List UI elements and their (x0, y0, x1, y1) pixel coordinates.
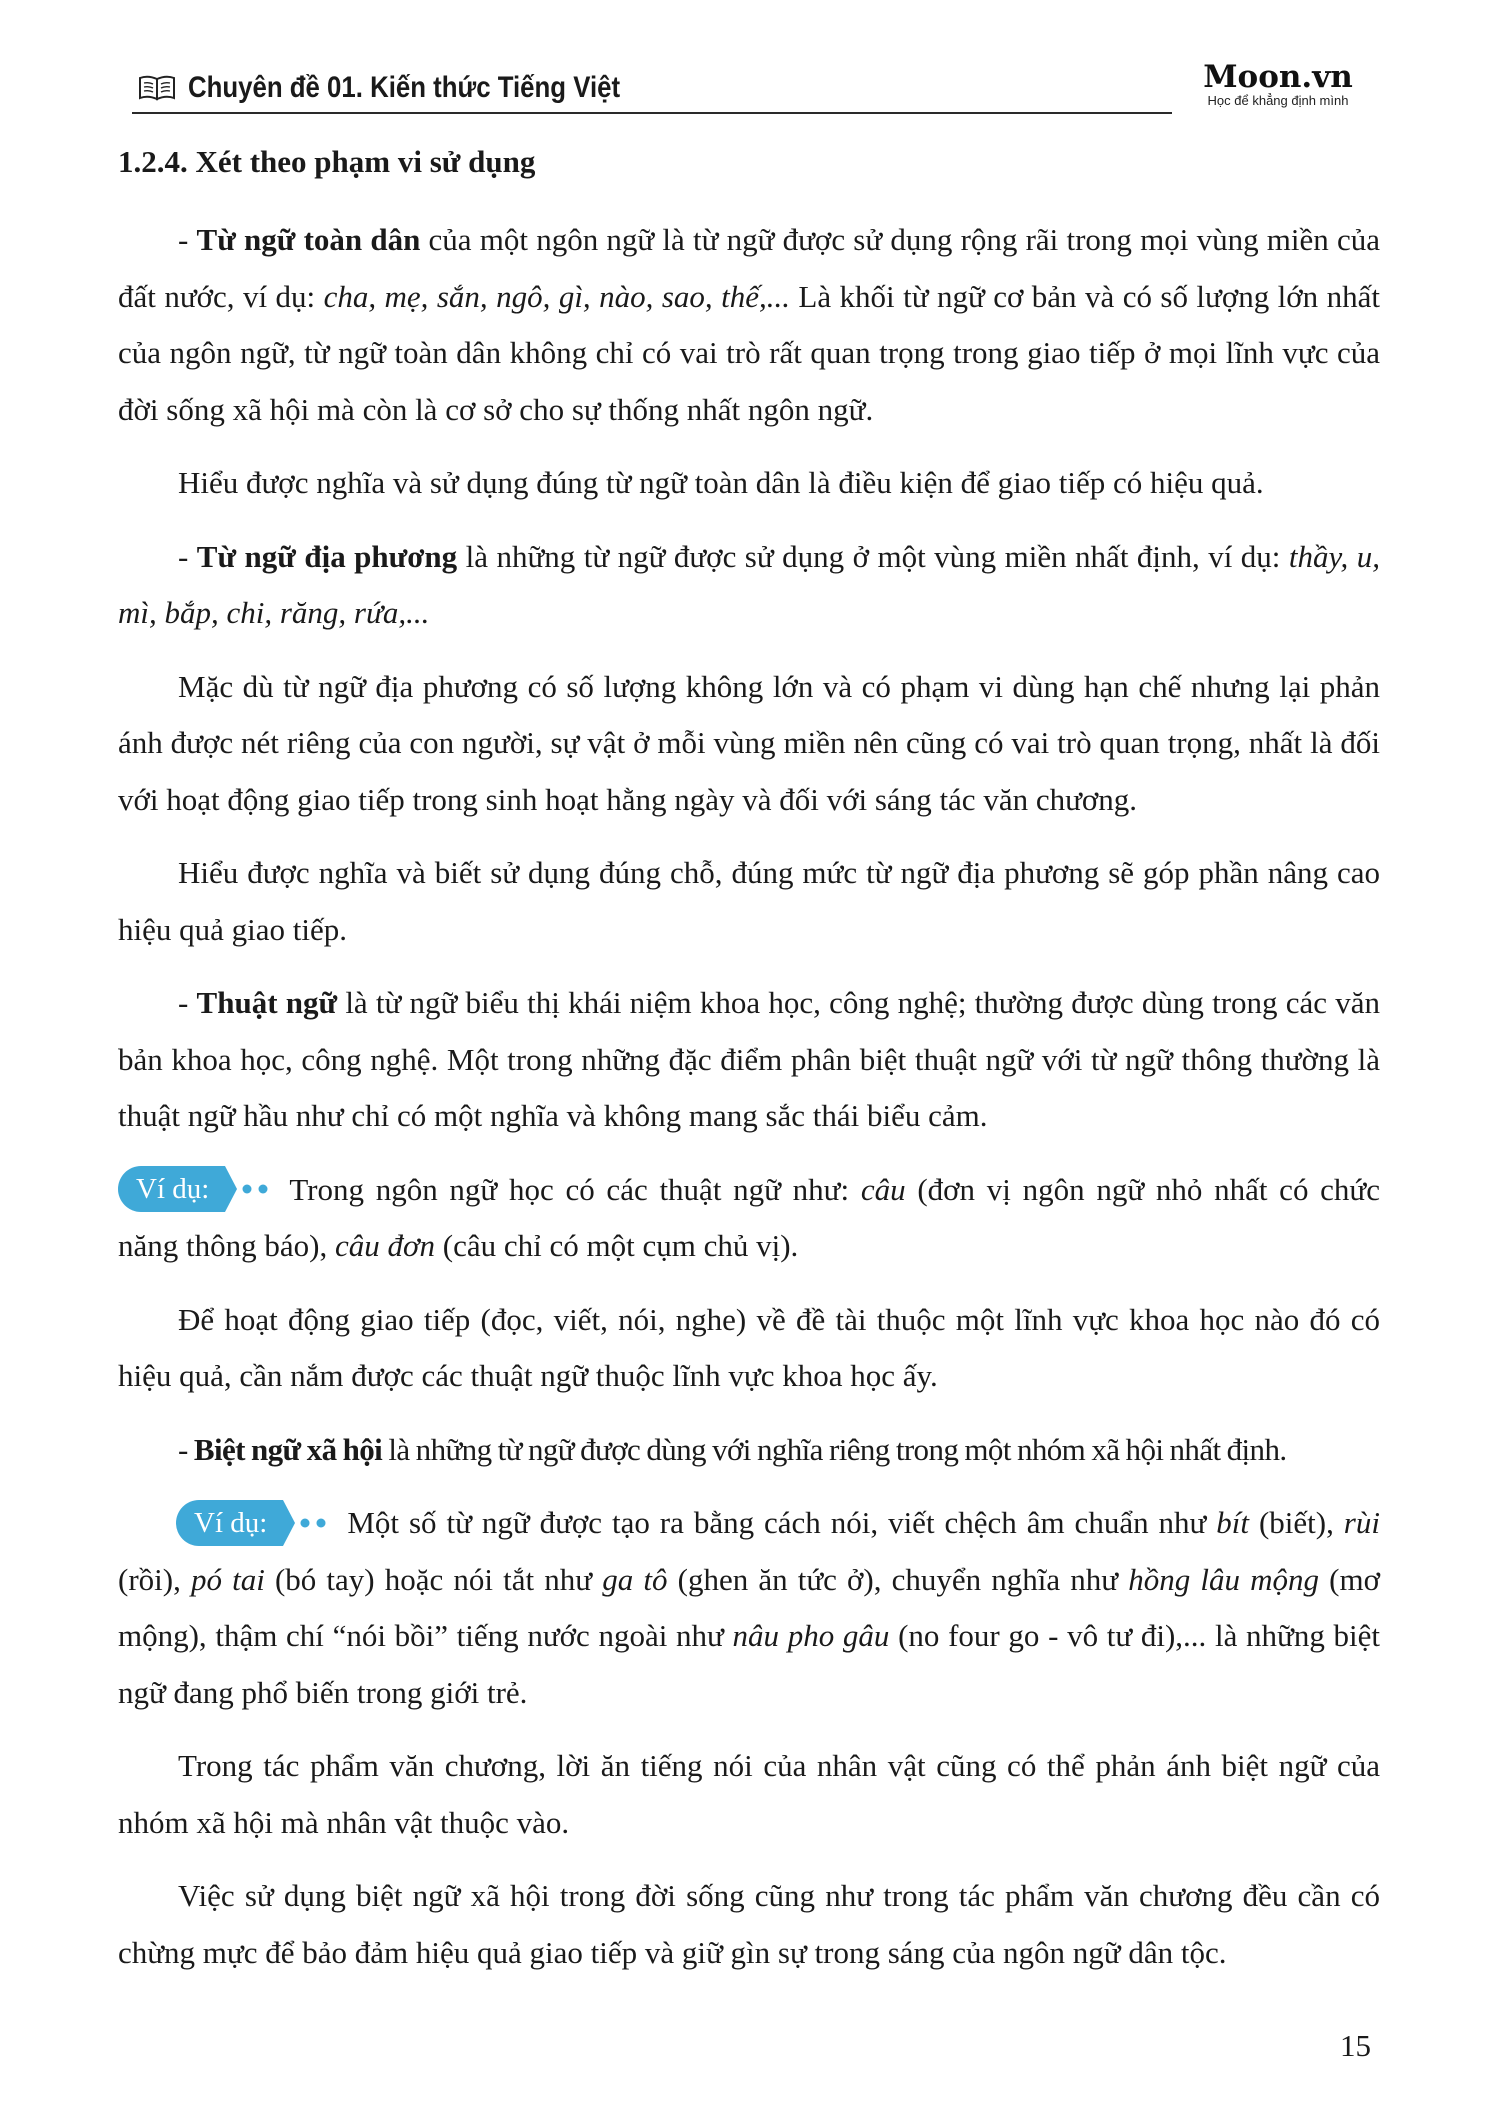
paragraph-dia-phuong-role: Mặc dù từ ngữ địa phương có số lượng không lớn và có phạm vi dùng hạn chế nhưng lại phản ánh được nét riêng của con người, sự vật ở mỗi vùng miền nên cũng có vai trò quan trọng, nhất là đối với hoạt động giao tiếp trong sinh hoạt hằng ngày và đối với sáng tác văn chương. (118, 668, 1380, 817)
logo-tagline: Học để khẳng định mình (1207, 93, 1349, 108)
header-divider (132, 112, 1172, 114)
vidu-badge (176, 1500, 333, 1546)
chapter-title: Chuyên đề 01. Kiến thức Tiếng Việt (188, 71, 621, 104)
example-thuat-ngu: Ví dụ: Trong ngôn ngữ học có các thuật ngữ như: câu (đơn vị ngôn ngữ nhỏ nhất có chức năng thông báo), câu đơn (câu chỉ có một cụm chủ vị). (118, 1162, 1380, 1275)
vidu-label: Ví dụ: (176, 1500, 279, 1546)
term-thuat-ngu: Thuật ngữ (196, 985, 338, 1020)
moon-logo (1198, 60, 1358, 109)
paragraph-biet-ngu-literature: Trong tác phẩm văn chương, lời ăn tiếng nói của nhân vật cũng có thể phản ánh biệt ngữ của nhóm xã hội mà nhân vật thuộc vào. (118, 1748, 1380, 1840)
vidu-label: Ví dụ: (118, 1166, 221, 1212)
paragraph-thuat-ngu: - Thuật ngữ là từ ngữ biểu thị khái niệm khoa học, công nghệ; thường được dùng trong các văn bản khoa học, công nghệ. Một trong những đặc điểm phân biệt thuật ngữ với từ ngữ thông thường là thuật ngữ hầu như chỉ có một nghĩa và không mang sắc thái biểu cảm. (118, 985, 1380, 1133)
paragraph-biet-ngu: - Biệt ngữ xã hội là những từ ngữ được dùng với nghĩa riêng trong một nhóm xã hội nhất định. (178, 1431, 1287, 1467)
running-header (138, 64, 690, 112)
paragraph-biet-ngu-usage: Việc sử dụng biệt ngữ xã hội trong đời sống cũng như trong tác phẩm văn chương đều cần có chừng mực để bảo đảm hiệu quả giao tiếp và giữ gìn sự trong sáng của ngôn ngữ dân tộc. (118, 1878, 1380, 1970)
paragraph-thuat-ngu-note: Để hoạt động giao tiếp (đọc, viết, nói, nghe) về đề tài thuộc một lĩnh vực khoa học nào đó có hiệu quả, cần nắm được các thuật ngữ thuộc lĩnh vực khoa học ấy. (118, 1301, 1380, 1393)
arrow-icon (221, 1166, 237, 1212)
examples-toan-dan: cha, mẹ, sắn, ngô, gì, nào, sao, thế,... (323, 278, 790, 314)
term-toan-dan: Từ ngữ toàn dân (196, 222, 421, 257)
paragraph-toan-dan: - Từ ngữ toàn dân của một ngôn ngữ là từ ngữ được sử dụng rộng rãi trong mọi vùng miền của đất nước, ví dụ: cha, mẹ, sắn, ngô, gì, nào, sao, thế,... Là khối từ ngữ cơ bản và có số lượng lớn nhất của ngôn ngữ, từ ngữ toàn dân không chỉ có vai trò rất quan trọng trong giao tiếp ở mọi lĩnh vực của đời sống xã hội mà còn là cơ sở cho sự thống nhất ngôn ngữ. (118, 222, 1380, 427)
dots-icon (239, 1166, 275, 1212)
term-dia-phuong: Từ ngữ địa phương (196, 538, 458, 574)
logo-text: Moon.vn (1203, 59, 1353, 95)
section-heading: 1.2.4. Xét theo phạm vi sử dụng (118, 144, 536, 179)
page-number: 15 (1340, 2028, 1371, 2063)
paragraph-dia-phuong-note: Hiểu được nghĩa và biết sử dụng đúng chỗ, đúng mức từ ngữ địa phương sẽ góp phần nâng cao hiệu quả giao tiếp. (118, 855, 1380, 947)
term-biet-ngu: Biệt ngữ xã hội (193, 1431, 383, 1467)
page-content (118, 134, 1380, 1998)
examples-dia-phuong: thầy, u, mì, bắp, chi, răng, rứa,... (118, 538, 1381, 630)
arrow-icon (279, 1500, 295, 1546)
example-biet-ngu: Ví dụ: Một số từ ngữ được tạo ra bằng cách nói, viết chệch âm chuẩn như bít (biết), rùi (rồi), pó tai (bó tay) hoặc nói tắt như ga tô (ghen ăn tức ở), chuyển nghĩa như hồng lâu mộng (mơ mộng), thậm chí “nói bồi” tiếng nước ngoài như nâu pho gâu (no four go - vô tư đi),... là những biệt ngữ đang phổ biến trong giới trẻ. (118, 1495, 1380, 1721)
vidu-badge (118, 1166, 275, 1212)
paragraph-dia-phuong: - Từ ngữ địa phương là những từ ngữ được sử dụng ở một vùng miền nhất định, ví dụ: thầy, u, mì, bắp, chi, răng, rứa,... (118, 538, 1381, 630)
dots-icon (297, 1500, 333, 1546)
paragraph-toan-dan-note: Hiểu được nghĩa và sử dụng đúng từ ngữ toàn dân là điều kiện để giao tiếp có hiệu quả. (178, 465, 1264, 500)
book-icon (138, 74, 176, 102)
